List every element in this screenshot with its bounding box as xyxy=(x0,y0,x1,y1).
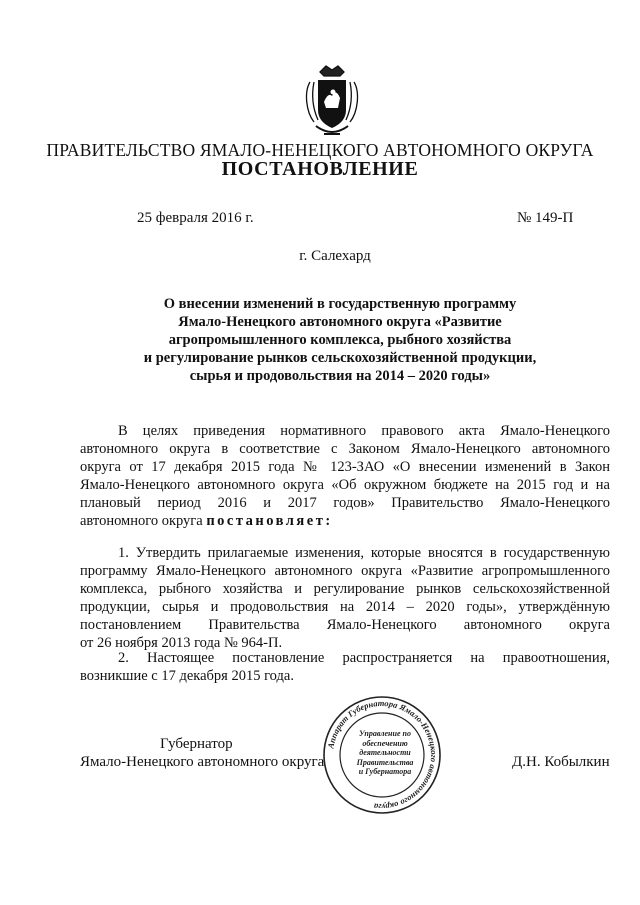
document-number: № 149-П xyxy=(517,210,574,226)
stamp-center-text xyxy=(346,729,424,777)
text-line: 1. Утвердить прилагаемые изменения, которые вносятся в государственную xyxy=(118,545,610,561)
item-2-paragraph xyxy=(80,649,610,685)
title-line: и регулирование рынков сельскохозяйственной продукции, xyxy=(143,350,537,366)
government-name: ПРАВИТЕЛЬСТВО ЯМАЛО-НЕНЕЦКОГО АВТОНОМНОГО ОКРУГА xyxy=(46,140,594,160)
document-city: г. Салехард xyxy=(299,248,371,264)
text-line: В целях приведения нормативного правового акта Ямало-Ненецкого xyxy=(118,423,610,439)
stamp-line: деятельности xyxy=(359,748,411,757)
document-date: 25 февраля 2016 г. xyxy=(137,210,254,226)
stamp-line: Правительства xyxy=(356,757,414,767)
text-line: постановлением Правительства Ямало-Ненецкого автономного округа xyxy=(80,617,610,633)
title-line: О внесении изменений в государственную программу xyxy=(163,296,517,312)
text-line: автономного округа в соответствие с Законом Ямало-Ненецкого автономного xyxy=(80,441,610,457)
text-line: Ямало-Ненецкого автономного округа «Об окружном бюджете на 2015 год и на xyxy=(80,477,610,493)
preamble-paragraph xyxy=(80,422,610,530)
text-line: продукции, сырья и продовольствия на 2014 – 2020 годы», утверждённую xyxy=(80,599,610,615)
signer-position-line2: Ямало-Ненецкого автономного округа xyxy=(80,754,325,770)
text-line: комплекса, рыбного хозяйства и регулирование рынков сельскохозяйственной xyxy=(80,581,610,597)
text-line: программу Ямало-Ненецкого автономного округа «Развитие агропромышленного xyxy=(80,563,610,579)
signer-position-line1: Губернатор xyxy=(160,736,233,752)
title-line: агропромышленного комплекса, рыбного хозяйства xyxy=(168,332,512,348)
stamp-line: и Губернатора xyxy=(358,767,412,776)
text-line xyxy=(80,512,610,530)
stamp-line: Управление по xyxy=(359,729,411,738)
text-line: 2. Настоящее постановление распространяется на правоотношения, xyxy=(118,650,610,666)
coat-of-arms-icon xyxy=(300,62,364,144)
document-title xyxy=(100,295,580,385)
document-type: ПОСТАНОВЛЕНИЕ xyxy=(221,158,419,180)
signer-name: Д.Н. Кобылкин xyxy=(512,754,610,770)
text-line: возникшие с 17 декабря 2015 года. xyxy=(80,668,294,684)
item-1-paragraph xyxy=(80,544,610,652)
stamp-line: обеспечению xyxy=(362,738,408,748)
decides-word: постановляет: xyxy=(206,513,333,529)
text-fragment: автономного округа xyxy=(80,513,203,529)
title-line: сырья и продовольствия на 2014 – 2020 годы» xyxy=(189,368,491,384)
text-line: плановый период 2016 и 2017 годов» Правительство Ямало-Ненецкого xyxy=(80,495,610,511)
stamp-ring-text: Аппарат Губернатора Ямало-Ненецкого автономного округа xyxy=(325,697,440,813)
text-line: округа от 17 декабря 2015 года № 123-ЗАО «О внесении изменений в Закон xyxy=(80,459,610,475)
text-line: от 26 ноября 2013 года № 964-П. xyxy=(80,635,283,651)
title-line: Ямало-Ненецкого автономного округа «Развитие xyxy=(178,314,502,330)
